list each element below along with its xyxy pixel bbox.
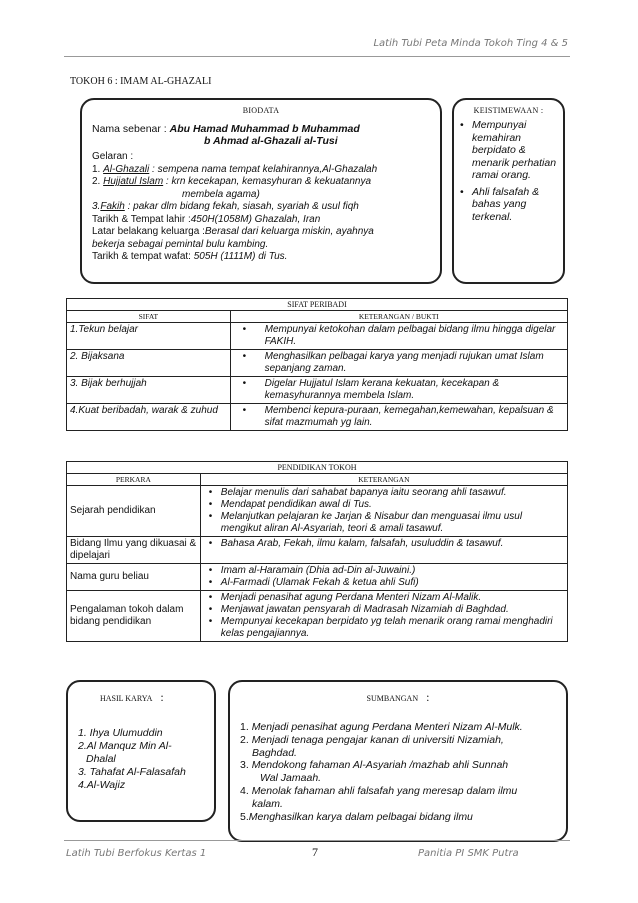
perkara-cell: Pengalaman tokoh dalam bidang pendidikan	[67, 591, 201, 642]
sifat-cell: 2. Bijaksana	[67, 350, 231, 377]
table-row	[67, 404, 568, 431]
list-item: Dhalal	[86, 753, 116, 765]
gelaran-1: 1. Al-Ghazali : sempena nama tempat kelahirannya,Al-Ghazalah	[92, 163, 378, 175]
list-item: Baghdad.	[252, 746, 297, 759]
biodata-heading: BIODATA	[242, 106, 280, 115]
gelaran-3: 3.Fakih : pakar dlm bidang fekah, siasah, syariah & usul fiqh	[92, 201, 359, 212]
keterangan-cell: • Mempunyai ketokohan dalam pelbagai bidang ilmu hingga digelar FAKIH.	[230, 323, 567, 350]
sumbangan-box	[228, 680, 568, 842]
name-line-2: b Ahmad al-Ghazali al-Tusi	[204, 135, 338, 147]
footer-divider	[64, 840, 570, 841]
sumbangan-heading: SUMBANGAN :	[366, 690, 430, 704]
keterangan-cell: • Menghasilkan pelbagai karya yang menjadi rujukan umat Islam sepanjang zaman.	[230, 350, 567, 377]
column-header-perkara: PERKARA	[67, 474, 201, 486]
latar-belakang: Latar belakang keluarga :Berasal dari keluarga miskin, ayahnya	[92, 226, 374, 237]
list-item: 3. Tahafat Al-Falasafah	[78, 766, 186, 778]
column-header-keterangan: KETERANGAN / BUKTI	[230, 311, 567, 323]
column-header-keterangan: KETERANGAN	[200, 474, 567, 486]
perkara-cell: Nama guru beliau	[67, 564, 201, 591]
table-row	[67, 591, 568, 642]
list-item: 2.Al Manquz Min Al-	[78, 740, 172, 752]
gelaran-2: 2. Hujjatul Islam : krn kecekapan, kemasyhuran & kekuatannya	[92, 176, 372, 187]
list-item: 1. Menjadi penasihat agung Perdana Menteri Nizam Al-Mulk.	[240, 721, 523, 733]
gelaran-label: Gelaran :	[92, 151, 134, 162]
page-title: TOKOH 6 : IMAM AL-GHAZALI	[70, 76, 212, 87]
footer-right: Panitia PI SMK Putra	[418, 848, 519, 859]
keistimewaan-list	[460, 119, 557, 223]
table-row	[67, 377, 568, 404]
keterangan-cell: • Imam al-Haramain (Dhia ad-Din al-Juwaini.) • Al-Farmadi (Ulamak Fekah & ketua ahli Sufi)	[200, 564, 567, 591]
list-item: 3. Mendokong fahaman Al-Asyariah /mazhab ahli Sunnah	[240, 759, 509, 772]
hasil-karya-list	[78, 727, 204, 792]
sumbangan-list	[240, 721, 556, 823]
column-header-sifat: SIFAT	[67, 311, 231, 323]
tarikh-lahir: Tarikh & Tempat lahir :450H(1058M) Ghazalah, Iran	[92, 213, 321, 225]
list-item: kalam.	[252, 797, 283, 810]
hasil-karya-box	[66, 680, 216, 822]
page-number: 7	[312, 845, 318, 859]
table-row	[67, 323, 568, 350]
list-item: • Ahli falsafah & bahas yang terkenal.	[460, 186, 557, 224]
list-item: 1. Ihya Ulumuddin	[78, 727, 163, 739]
sifat-cell: 1.Tekun belajar	[67, 323, 231, 350]
list-item: 2. Menjadi tenaga pengajar kanan di universiti Nizamiah,	[240, 733, 504, 746]
biodata-box	[80, 98, 442, 284]
table-row	[67, 350, 568, 377]
list-item: Wal Jamaah.	[260, 772, 322, 785]
hasil-karya-heading: HASIL KARYA :	[100, 690, 164, 704]
list-item: 5.Menghasilkan karya dalam pelbagai bidang ilmu	[240, 810, 473, 823]
keterangan-cell: • Bahasa Arab, Fekah, ilmu kalam, falsafah, usuluddin & tasawuf.	[200, 537, 567, 564]
name-line: Nama sebenar : Abu Hamad Muhammad b Muhammad	[92, 123, 360, 135]
table-row	[67, 564, 568, 591]
footer-left: Latih Tubi Berfokus Kertas 1	[66, 848, 207, 859]
keterangan-cell: • Menjadi penasihat agung Perdana Menteri Nizam Al-Malik. • Menjawat jawatan pensyarah di Madrasah Nizamiah di Baghdad. • Mempunyai kecekapan berpidato yg telah menarik orang ramai menghadiri kelas pengajiannya.	[200, 591, 567, 642]
sifat-cell: 4.Kuat beribadah, warak & zuhud	[67, 404, 231, 431]
perkara-cell: Sejarah pendidikan	[67, 486, 201, 537]
table-row	[67, 486, 568, 537]
header-divider	[64, 56, 570, 57]
gelaran-2-cont: membela agama)	[182, 188, 260, 200]
pendidikan-table	[66, 461, 568, 642]
table-row	[67, 537, 568, 564]
keistimewaan-heading: KEISTIMEWAAN :	[473, 106, 544, 115]
keterangan-cell: • Digelar Hujjatul Islam kerana kekuatan, kecekapan & kemasyhurannya membela Islam.	[230, 377, 567, 404]
sifat-cell: 3. Bijak berhujjah	[67, 377, 231, 404]
keistimewaan-box	[452, 98, 565, 284]
sifat-heading: SIFAT PERIBADI	[67, 299, 568, 311]
list-item: • Mempunyai kemahiran berpidato & menarik perhatian ramai orang.	[460, 119, 557, 182]
sifat-peribadi-table	[66, 298, 568, 431]
keterangan-cell: • Belajar menulis dari sahabat bapanya iaitu seorang ahli tasawuf. • Mendapat pendidikan awal di Tus. • Melanjutkan pelajaran ke Jarjan & Nisabur dan menguasai ilmu usul mengikut aliran Al-Asyariah, teori & amali tasawuf.	[200, 486, 567, 537]
pendidikan-heading: PENDIDIKAN TOKOH	[67, 462, 568, 474]
tarikh-wafat: Tarikh & tempat wafat: 505H (1111M) di Tus.	[92, 251, 288, 262]
latar-belakang-cont: bekerja sebagai pemintal bulu kambing.	[92, 238, 269, 250]
list-item: 4. Menolak fahaman ahli falsafah yang meresap dalam ilmu	[240, 784, 518, 797]
page-header: Latih Tubi Peta Minda Tokoh Ting 4 & 5	[373, 38, 568, 49]
list-item: 4.Al-Wajiz	[78, 779, 126, 791]
perkara-cell: Bidang Ilmu yang dikuasai & dipelajari	[67, 537, 201, 564]
keterangan-cell: • Membenci kepura-puraan, kemegahan,kemewahan, kepalsuan & sifat mazmumah yg lain.	[230, 404, 567, 431]
